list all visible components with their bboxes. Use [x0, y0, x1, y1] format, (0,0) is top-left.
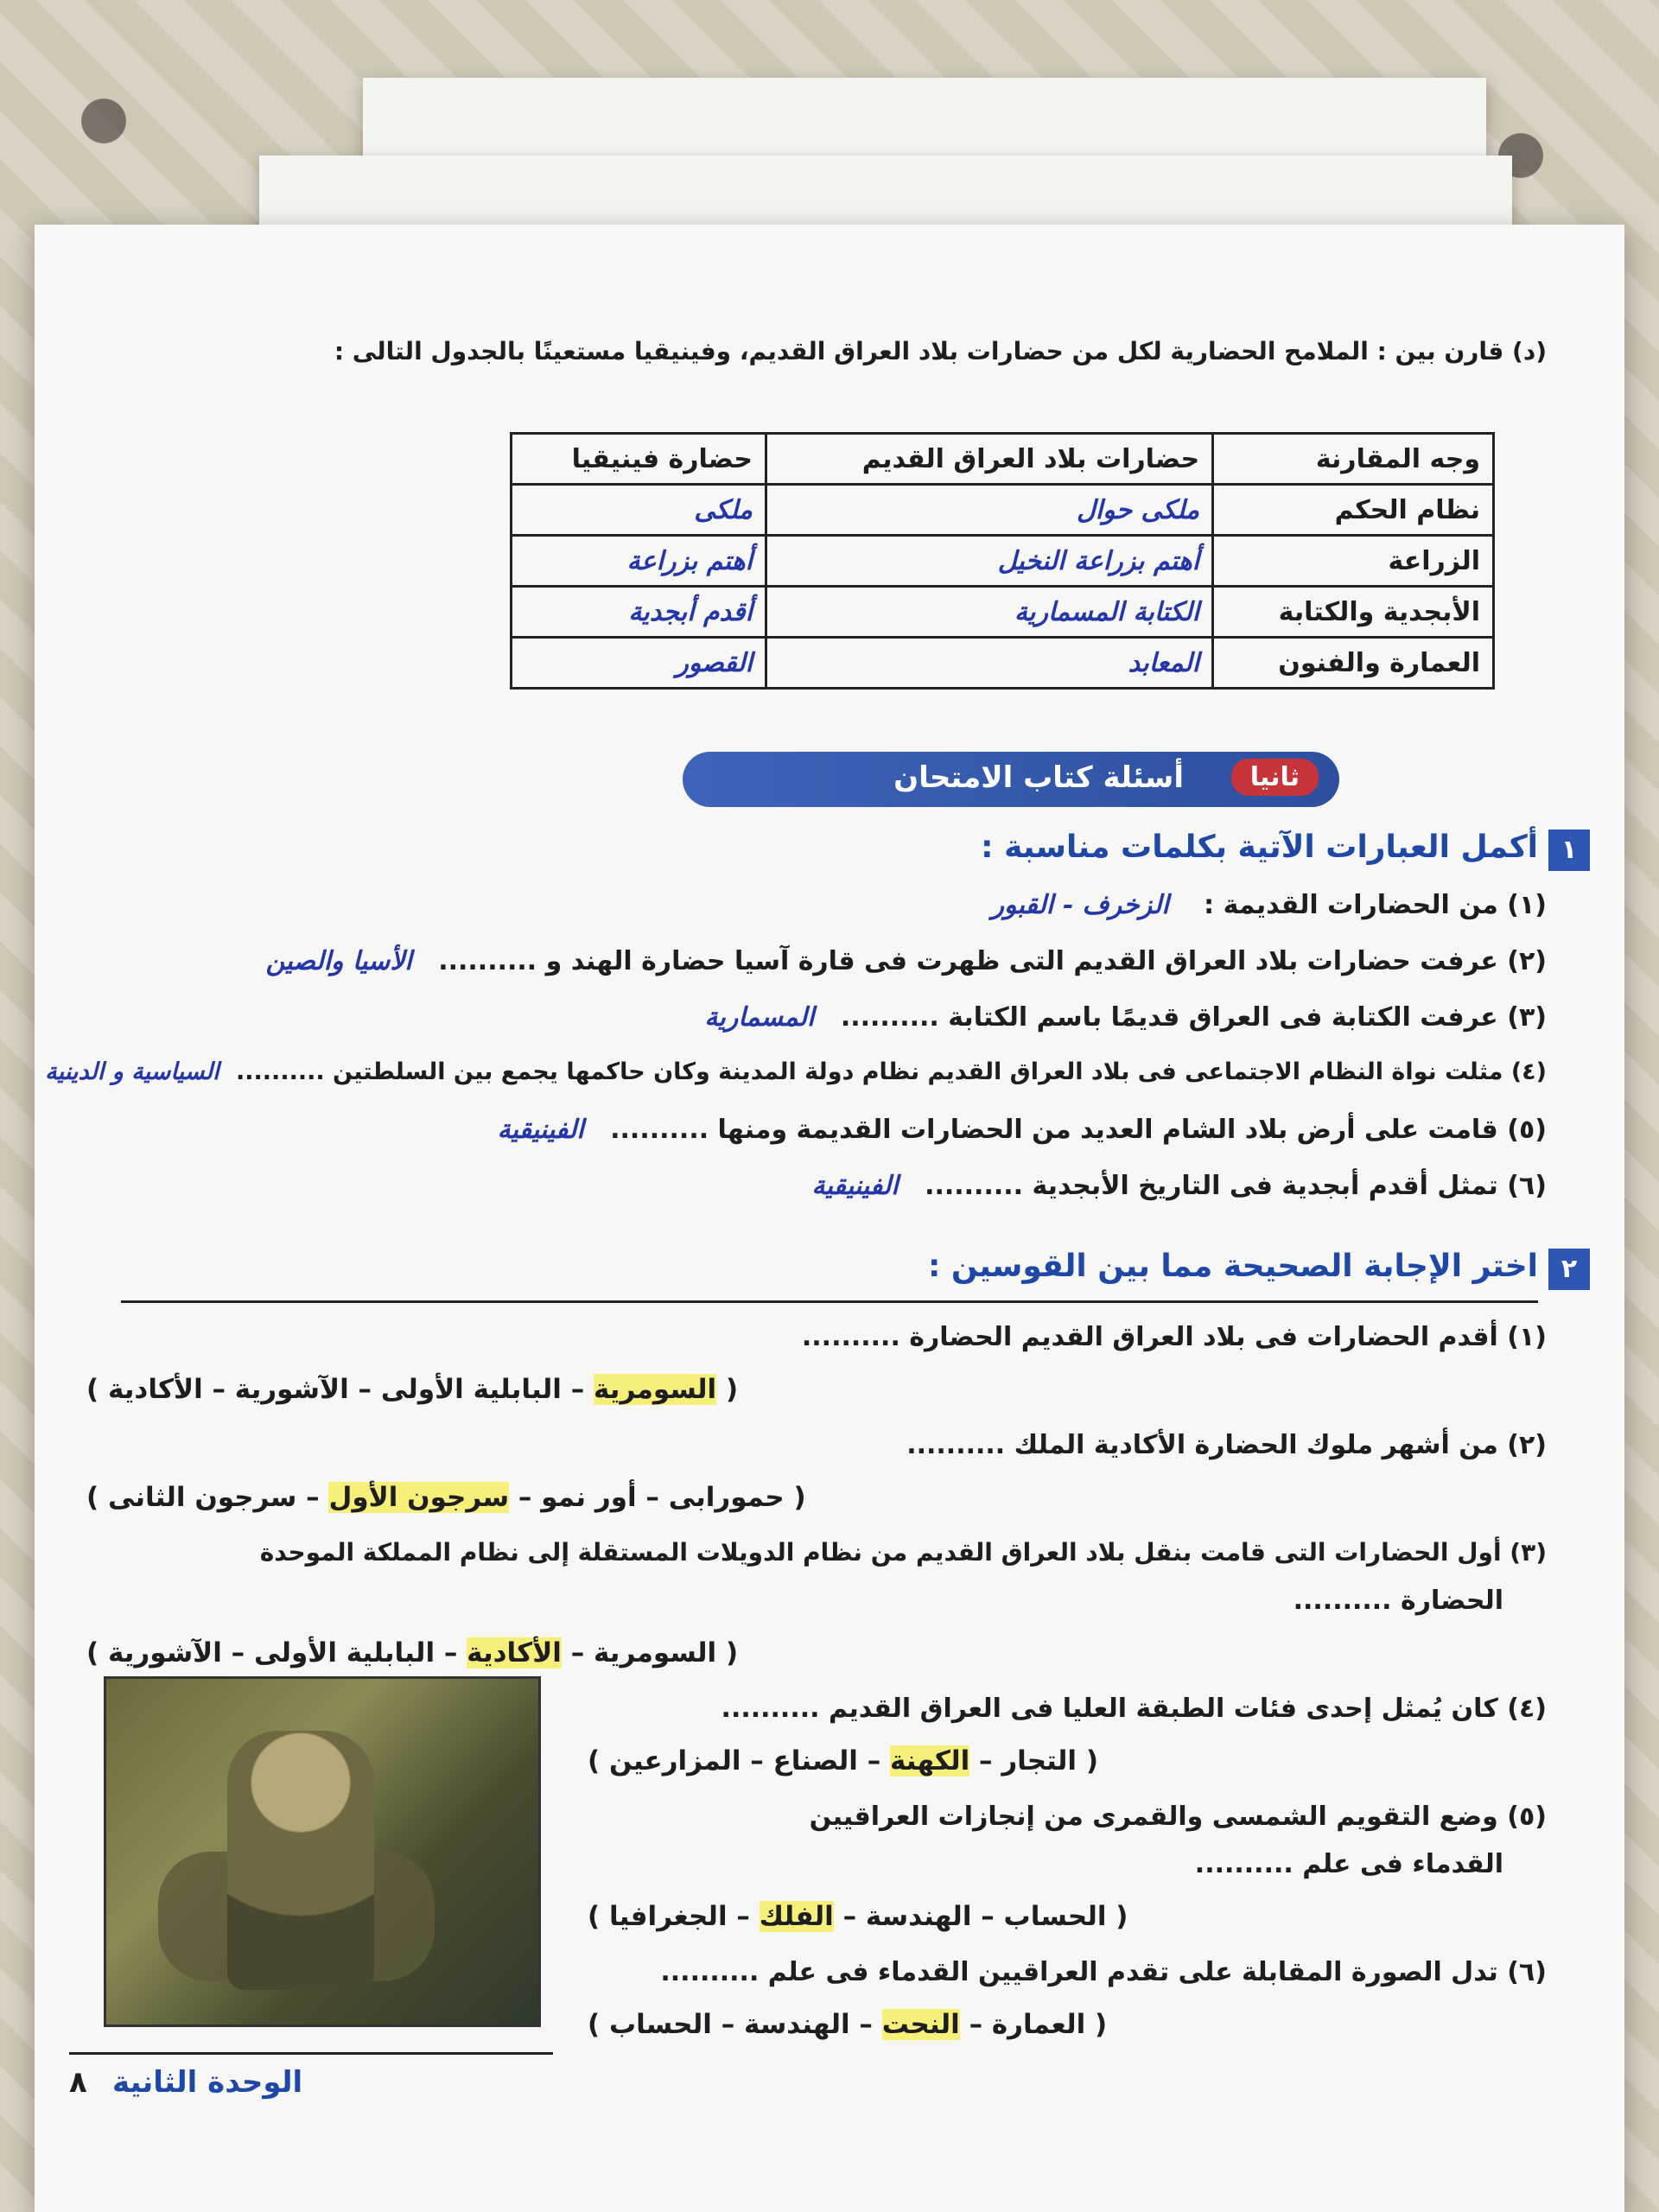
choice[interactable]: الحساب: [1003, 1901, 1107, 1932]
choice[interactable]: العمارة: [991, 2009, 1086, 2040]
iraq-answer: ملكى حوال: [766, 485, 1212, 536]
banner-label: ثانيا: [1231, 759, 1319, 796]
fill-item: [266, 946, 1547, 976]
fill-item-text: (٣) عرفت الكتابة فى العراق قديمًا باسم الكتابة ..........: [840, 1002, 1547, 1033]
fill-item-text: (٢) عرفت حضارات بلاد العراق القديم التى ظهرت فى قارة آسيا حضارة الهند و ..........: [438, 946, 1547, 976]
table-header-row: [512, 434, 1494, 485]
handwritten-answer: الفينيقية: [811, 1171, 899, 1201]
choice[interactable]: الصناع: [772, 1745, 858, 1777]
page-number: ٨: [69, 2065, 87, 2100]
table-header: حضارة فينيقيا: [512, 434, 766, 485]
phoenicia-answer: القصور: [512, 638, 766, 689]
fill-item-text: (٤) مثلت نواة النظام الاجتماعى فى بلاد العراق القديم نظام دولة المدينة وكان حاكمها يجمع بين السلطتين ..........: [236, 1058, 1547, 1085]
mcq-item: (٢) من أشهر ملوك الحضارة الأكادية الملك ..........: [906, 1430, 1547, 1460]
fill-item: [704, 1002, 1547, 1033]
banner-title: أسئلة كتاب الامتحان: [893, 760, 1184, 795]
iraq-answer: أهتم بزراعة النخيل: [766, 536, 1212, 587]
choice[interactable]: الجغرافيا: [608, 1901, 728, 1932]
fill-item-text: (١) من الحضارات القديمة :: [1204, 890, 1547, 920]
comparison-prompt: (د) قارن بين : الملامح الحضارية لكل من حضارات بلاد العراق القديم، وفينيقيا مستعينًا بالجدول التالى :: [334, 337, 1547, 365]
choice[interactable]: المزارعين: [608, 1745, 741, 1777]
lamassu-sculpture-photo: [104, 1676, 541, 2027]
phoenicia-answer: أقدم أبجدية: [512, 587, 766, 638]
mcq-item: (١) أقدم الحضارات فى بلاد العراق القديم الحضارة ..........: [801, 1322, 1547, 1352]
fill-item: [45, 1058, 1547, 1085]
handwritten-answer: الأسيا والصين: [265, 946, 412, 976]
iraq-answer: المعابد: [766, 638, 1212, 689]
aspect-cell: العمارة والفنون: [1213, 638, 1494, 689]
mcq-item: (٥) وضع التقويم الشمسى والقمرى من إنجازات العراقيين: [809, 1802, 1547, 1832]
choice[interactable]: سرجون الأول: [328, 1482, 510, 1513]
mcq-choices: ( العمارة – النحت – الهندسة – الحساب ): [588, 2009, 1108, 2040]
aspect-cell: نظام الحكم: [1213, 485, 1494, 536]
choice[interactable]: السومرية: [594, 1637, 717, 1669]
choice[interactable]: أور نمو: [541, 1482, 637, 1513]
mcq-item: (٦) تدل الصورة المقابلة على تقدم العراقيين القدماء فى علم ..........: [660, 1957, 1547, 1987]
phoenicia-answer: أهتم بزراعة: [512, 536, 766, 587]
choice[interactable]: الأكادية: [467, 1637, 562, 1669]
divider: [121, 1300, 1538, 1303]
table-row: [512, 485, 1494, 536]
fill-item-text: (٥) قامت على أرض بلاد الشام العديد من الحضارات القديمة ومنها ..........: [610, 1115, 1547, 1145]
choice[interactable]: الكهنة: [890, 1745, 970, 1777]
choice[interactable]: النحت: [881, 2009, 960, 2040]
mcq-choices: ( السومرية – الأكادية – البابلية الأولى – الآشورية ): [86, 1637, 739, 1669]
mcq-item: (٤) كان يُمثل إحدى فئات الطبقة العليا فى العراق القديم ..........: [721, 1694, 1547, 1724]
footer-divider: [69, 2052, 553, 2055]
choice[interactable]: التجار: [1001, 1745, 1077, 1777]
mcq-item-continued: الحضارة ..........: [1293, 1586, 1503, 1616]
choice[interactable]: الهندسة: [744, 2009, 850, 2040]
table-row: [512, 587, 1494, 638]
mcq-choices: ( الحساب – الهندسة – الفلك – الجغرافيا ): [588, 1901, 1128, 1932]
handwritten-answer: الفينيقية: [497, 1115, 584, 1145]
section-number: ٢: [1548, 1249, 1590, 1290]
fill-item: [991, 890, 1547, 920]
choice[interactable]: الفلك: [759, 1901, 834, 1932]
mcq-choices: ( حمورابى – أور نمو – سرجون الأول – سرجون الثانى ): [86, 1482, 806, 1513]
section-title: أكمل العبارات الآتية بكلمات مناسبة :: [981, 830, 1538, 865]
handwritten-answer: المسمارية: [704, 1002, 815, 1033]
phoenicia-answer: ملكى: [512, 485, 766, 536]
choice[interactable]: الحساب: [608, 2009, 712, 2040]
fill-item-text: (٦) تمثل أقدم أبجدية فى التاريخ الأبجدية ..........: [925, 1171, 1547, 1201]
mcq-item-continued: القدماء فى علم ..........: [1194, 1849, 1503, 1879]
table-header: حضارات بلاد العراق القديم: [766, 434, 1212, 485]
choice[interactable]: البابلية الأولى: [380, 1374, 562, 1405]
unit-title: الوحدة الثانية: [112, 2065, 303, 2100]
mcq-item: (٣) أول الحضارات التى قامت بنقل بلاد العراق القديم من نظام الدويلات المستقلة إلى نظام المملكة الموحدة: [259, 1538, 1547, 1567]
choice[interactable]: الآشورية: [107, 1637, 222, 1669]
comparison-table: [510, 432, 1495, 690]
choice[interactable]: الأكادية: [107, 1374, 203, 1405]
iraq-answer: الكتابة المسمارية: [766, 587, 1212, 638]
choice[interactable]: السومرية: [594, 1374, 717, 1405]
table-row: [512, 536, 1494, 587]
table-header: وجه المقارنة: [1213, 434, 1494, 485]
table-row: [512, 638, 1494, 689]
exam-sheet: [35, 225, 1624, 2212]
choice[interactable]: الآشورية: [234, 1374, 349, 1405]
section-banner: [683, 752, 1339, 807]
choice[interactable]: البابلية الأولى: [253, 1637, 435, 1669]
choice[interactable]: سرجون الثانى: [107, 1482, 297, 1513]
choice[interactable]: الهندسة: [865, 1901, 972, 1932]
lamassu-head: [227, 1731, 374, 1990]
aspect-cell: الأبجدية والكتابة: [1213, 587, 1494, 638]
mcq-choices: ( التجار – الكهنة – الصناع – المزارعين ): [588, 1745, 1099, 1777]
mcq-choices: ( السومرية – البابلية الأولى – الآشورية – الأكادية ): [86, 1374, 739, 1405]
handwritten-answer: الزخرف - القبور: [991, 890, 1169, 920]
aspect-cell: الزراعة: [1213, 536, 1494, 587]
section-number: ١: [1548, 830, 1590, 871]
section-title: اختر الإجابة الصحيحة مما بين القوسين :: [927, 1249, 1538, 1284]
fill-item: [498, 1115, 1547, 1145]
handwritten-answer: السياسية و الدينية: [45, 1058, 219, 1085]
choice[interactable]: حمورابى: [668, 1482, 785, 1513]
fill-item: [812, 1171, 1548, 1201]
